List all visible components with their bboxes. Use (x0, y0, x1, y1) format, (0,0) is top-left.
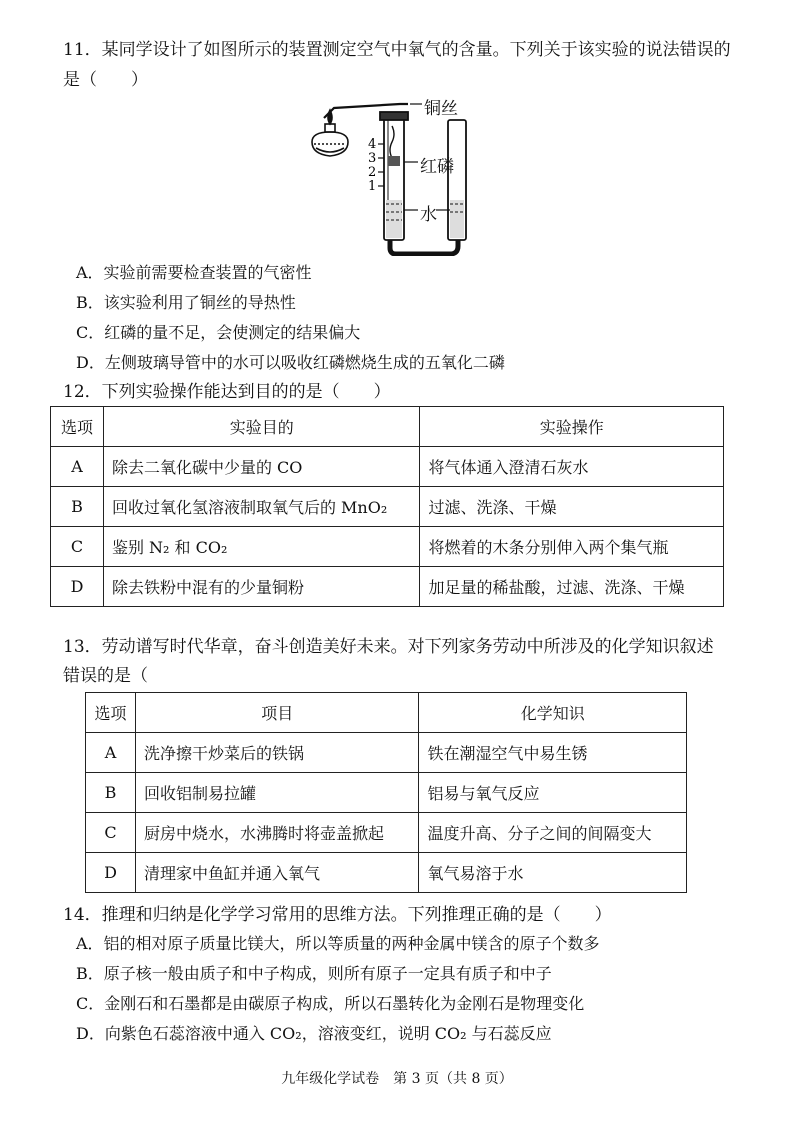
header-cell: 实验目的 (103, 407, 420, 447)
table-row (86, 733, 687, 773)
q11-stem-line2: 是（ ） (63, 70, 148, 90)
operation-cell: 加足量的稀盐酸，过滤、洗涤、干燥 (420, 567, 724, 607)
scale-mark-4: 4 (368, 137, 377, 152)
knowledge-cell: 铝易与氧气反应 (419, 773, 687, 813)
table-row (51, 527, 724, 567)
option-letter: B (86, 773, 136, 813)
table-header-row (86, 693, 687, 733)
header-cell: 选项 (86, 693, 136, 733)
item-cell: 洗净擦干炒菜后的铁锅 (135, 733, 419, 773)
q13-stem-line1: 13．劳动谱写时代华章，奋斗创造美好未来。对下列家务劳动中所涉及的化学知识叙述 (63, 637, 714, 657)
table-row (51, 487, 724, 527)
option-letter: D (86, 853, 136, 893)
option-letter: D (51, 567, 104, 607)
purpose-cell: 除去二氧化碳中少量的 CO (103, 447, 420, 487)
header-cell: 选项 (51, 407, 104, 447)
item-cell: 清理家中鱼缸并通入氧气 (135, 853, 419, 893)
q11-option-d: D．左侧玻璃导管中的水可以吸收红磷燃烧生成的五氧化二磷 (76, 353, 505, 372)
option-letter: C (86, 813, 136, 853)
option-letter: C (51, 527, 104, 567)
item-cell: 回收铝制易拉罐 (135, 773, 419, 813)
table-row (51, 567, 724, 607)
q14-option-d: D．向紫色石蕊溶液中通入 CO₂，溶液变红，说明 CO₂ 与石蕊反应 (76, 1024, 552, 1043)
label-copper-wire: 铜丝 (424, 99, 458, 119)
purpose-cell: 回收过氧化氢溶液制取氧气后的 MnO₂ (103, 487, 420, 527)
scale-mark-3: 3 (368, 151, 377, 166)
table-header-row (51, 407, 724, 447)
alcohol-lamp-icon (312, 110, 348, 156)
q13-stem-line2: 错误的是（ (63, 666, 148, 686)
apparatus-figure (300, 96, 500, 256)
label-water: 水 (420, 205, 437, 225)
operation-cell: 将气体通入澄清石灰水 (420, 447, 724, 487)
q14-option-c: C．金刚石和石墨都是由碳原子构成，所以石墨转化为金刚石是物理变化 (76, 994, 585, 1013)
page-footer: 九年级化学试卷 第 3 页（共 8 页） (281, 1071, 513, 1087)
label-red-phosphorus: 红磷 (420, 157, 454, 177)
rubber-tube (390, 240, 458, 254)
knowledge-cell: 氧气易溶于水 (419, 853, 687, 893)
operation-cell: 过滤、洗涤、干燥 (420, 487, 724, 527)
q14-option-b: B．原子核一般由质子和中子构成，则所有原子一定具有质子和中子 (76, 964, 552, 983)
q11-option-b: B．该实验利用了铜丝的导热性 (76, 293, 296, 312)
knowledge-cell: 铁在潮湿空气中易生锈 (419, 733, 687, 773)
q13-table (85, 692, 687, 893)
table-row (86, 773, 687, 813)
left-tube (380, 112, 408, 240)
scale-mark-1: 1 (368, 179, 377, 194)
table-row (51, 447, 724, 487)
right-tube (448, 120, 466, 240)
q12-stem: 12．下列实验操作能达到目的的是（ ） (63, 382, 391, 402)
q14-stem: 14．推理和归纳是化学学习常用的思维方法。下列推理正确的是（ ） (63, 905, 612, 925)
table-row (86, 853, 687, 893)
purpose-cell: 鉴别 N₂ 和 CO₂ (103, 527, 420, 567)
knowledge-cell: 温度升高、分子之间的间隔变大 (419, 813, 687, 853)
item-cell: 厨房中烧水，水沸腾时将壶盖掀起 (135, 813, 419, 853)
q14-option-a: A．铝的相对原子质量比镁大，所以等质量的两种金属中镁含的原子个数多 (76, 934, 600, 953)
table-row (86, 813, 687, 853)
purpose-cell: 除去铁粉中混有的少量铜粉 (103, 567, 420, 607)
q12-table (50, 406, 724, 607)
option-letter: A (86, 733, 136, 773)
header-cell: 化学知识 (419, 693, 687, 733)
scale-mark-2: 2 (368, 165, 377, 180)
option-letter: B (51, 487, 104, 527)
header-cell: 实验操作 (420, 407, 724, 447)
q11-option-c: C．红磷的量不足，会使测定的结果偏大 (76, 323, 361, 342)
q11-option-a: A．实验前需要检查装置的气密性 (76, 263, 312, 282)
header-cell: 项目 (135, 693, 419, 733)
q11-stem-line1: 11．某同学设计了如图所示的装置测定空气中氧气的含量。下列关于该实验的说法错误的 (63, 40, 731, 60)
operation-cell: 将燃着的木条分别伸入两个集气瓶 (420, 527, 724, 567)
option-letter: A (51, 447, 104, 487)
